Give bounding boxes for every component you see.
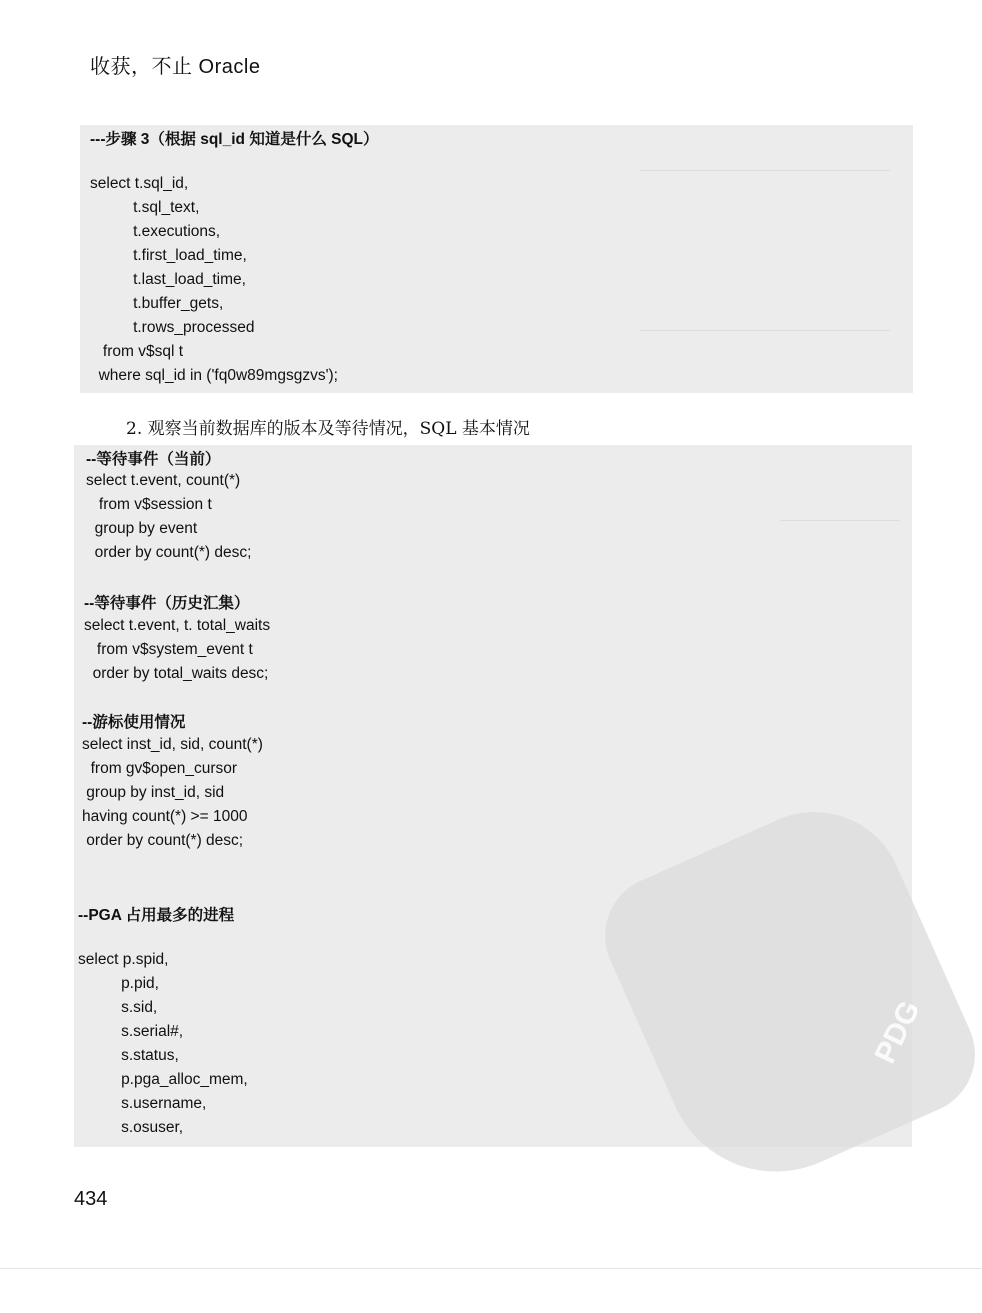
- wait-current-sql-code: select t.event, count(*) from v$session t group by event order by count(*) desc;: [86, 472, 252, 561]
- wait-history-sql-code: select t.event, t. total_waits from v$system_event t order by total_waits desc;: [84, 617, 271, 682]
- section-2-heading: 2. 观察当前数据库的版本及等待情况，SQL 基本情况: [126, 419, 530, 439]
- wait-current-comment: --等待事件（当前）: [86, 451, 221, 468]
- show-through-decoration: [640, 330, 890, 332]
- bottom-rule: [0, 1268, 982, 1269]
- show-through-decoration: [780, 520, 900, 522]
- show-through-decoration: [640, 170, 890, 172]
- step3-sql-code: select t.sql_id, t.sql_text, t.executions, t.first_load_time, t.last_load_time, t.buffer_gets, t.rows_processed from v$sql t where sql_id in ('fq0w89mgsgzvs');: [90, 175, 338, 384]
- pga-usage-comment: --PGA 占用最多的进程: [78, 907, 235, 924]
- step3-comment: ---步骤 3（根据 sql_id 知道是什么 SQL）: [90, 131, 379, 148]
- running-header: 收获，不止 Oracle: [90, 56, 261, 78]
- wait-history-comment: --等待事件（历史汇集）: [84, 595, 250, 612]
- pga-usage-sql-code: select p.spid, p.pid, s.sid, s.serial#, s.status, p.pga_alloc_mem, s.username, s.osuser,: [78, 951, 248, 1136]
- page-number: 434: [74, 1188, 108, 1210]
- cursor-usage-comment: --游标使用情况: [82, 714, 186, 731]
- cursor-usage-sql-code: select inst_id, sid, count(*) from gv$open_cursor group by inst_id, sid having count(*) >= 1000 order by count(*) desc;: [82, 736, 263, 849]
- watermark-label: PDG: [868, 995, 927, 1069]
